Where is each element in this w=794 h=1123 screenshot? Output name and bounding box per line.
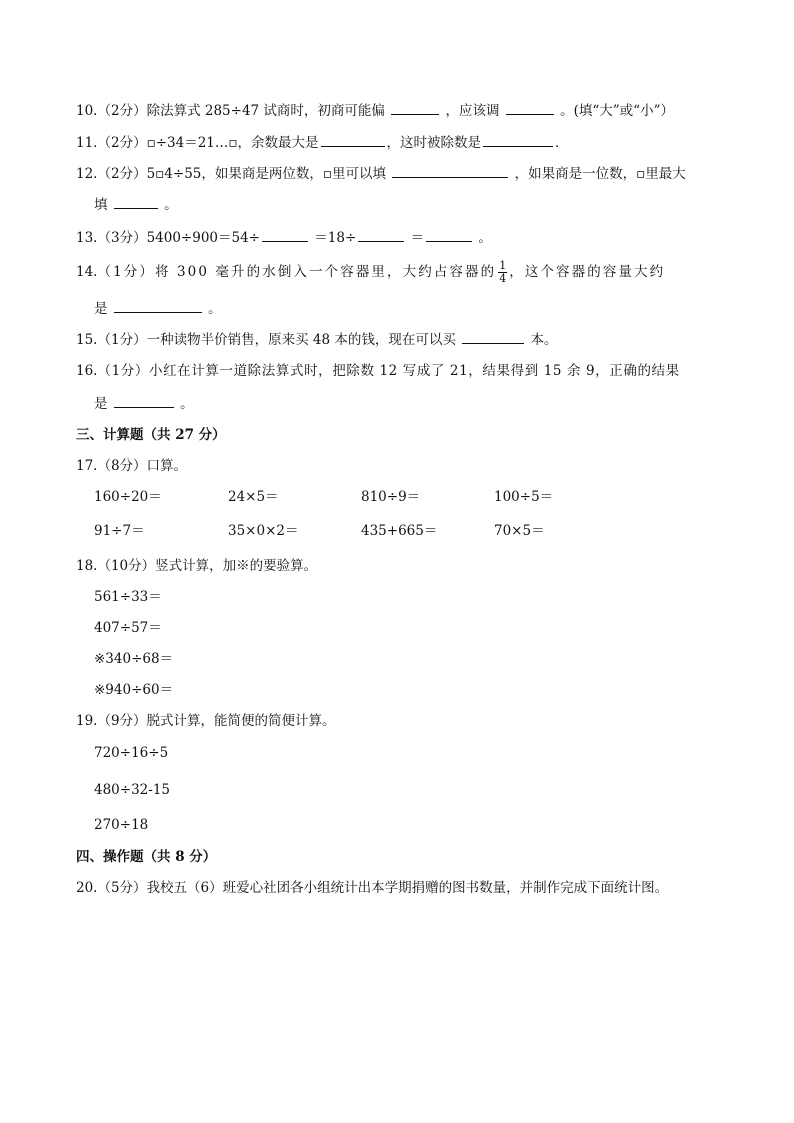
question-text: ，这时被除数是 [386, 135, 482, 151]
answer-blank[interactable] [114, 393, 174, 408]
fraction-numerator: 1 [499, 259, 507, 272]
oral-calc-item: 35×0×2＝ [228, 523, 299, 539]
answer-blank[interactable] [321, 132, 385, 147]
oral-calc-item: 810÷9＝ [361, 489, 421, 505]
question-text: 填 [94, 197, 108, 213]
question-number: 11. [76, 135, 98, 151]
answer-blank[interactable] [426, 227, 472, 242]
question-text: （3分）5400÷900＝54÷ [97, 230, 260, 246]
answer-blank[interactable] [391, 100, 439, 115]
answer-blank[interactable] [506, 100, 554, 115]
question-text: ，应该调 [445, 103, 500, 119]
question-text: （2分）除法算式 285÷47 试商时，初商可能偏 [97, 103, 385, 119]
question-text: 本。 [530, 332, 558, 348]
question-12 [76, 163, 724, 184]
answer-blank[interactable] [262, 227, 308, 242]
question-number: 13. [76, 230, 98, 246]
question-10 [76, 100, 724, 121]
question-14 [76, 260, 724, 285]
question-text: （2分）5▫4÷55，如果商是两位数，▫里可以填 [97, 166, 387, 182]
stepwise-calc-item: 720÷16÷5 [94, 745, 169, 761]
fraction [498, 260, 507, 285]
question-text: 。 [208, 301, 222, 317]
oral-calc-item: 160÷20＝ [94, 489, 162, 505]
question-text: ＝18÷ [314, 230, 357, 246]
question-text: 。 [478, 230, 492, 246]
question-number: 14. [76, 264, 98, 280]
question-text: ，这个容器的容量大约 [509, 264, 666, 280]
question-text: 。(填“大”或“小”） [560, 103, 674, 119]
question-text: ，如果商是一位数，▫里最大 [514, 166, 686, 182]
answer-blank[interactable] [392, 163, 508, 178]
question-11 [76, 132, 724, 153]
question-13 [76, 227, 724, 248]
question-19-title: 19.（9分）脱式计算，能简便的简便计算。 [76, 713, 336, 729]
section-heading: 三、计算题（共 27 分） [76, 427, 226, 443]
question-16 [76, 361, 724, 381]
question-text: 。 [164, 197, 178, 213]
vertical-calc-item: 407÷57＝ [94, 620, 162, 636]
question-text: 是 [94, 301, 108, 317]
question-text: （2分）▫÷34＝21…▫，余数最大是 [97, 135, 319, 151]
answer-blank[interactable] [462, 329, 524, 344]
question-14-cont [94, 298, 724, 319]
answer-blank[interactable] [114, 194, 158, 209]
vertical-calc-item: 561÷33＝ [94, 589, 162, 605]
question-12-cont [94, 194, 724, 215]
question-number: 16. [76, 363, 98, 379]
question-18-title: 18.（10分）竖式计算，加※的要验算。 [76, 558, 318, 574]
fraction-denominator: 4 [499, 272, 507, 285]
question-17-title: 17.（8分）口算。 [76, 458, 188, 474]
oral-calc-item: 24×5＝ [228, 489, 279, 505]
answer-blank[interactable] [358, 227, 404, 242]
question-number: 10. [76, 103, 98, 119]
question-15 [76, 329, 724, 350]
vertical-calc-item: ※940÷60＝ [94, 682, 174, 698]
question-text: ． [555, 135, 569, 151]
oral-calc-item: 100÷5＝ [494, 489, 554, 505]
question-20-title: 20.（5分）我校五（6）班爱心社团各小组统计出本学期捐赠的图书数量，并制作完成下面统计图。 [76, 880, 669, 896]
question-text: （1分）一种读物半价销售，原来买 48 本的钱，现在可以买 [97, 332, 456, 348]
question-text: 。 [180, 396, 194, 412]
oral-calc-item: 70×5＝ [494, 523, 545, 539]
question-text: （1分）小红在计算一道除法算式时，把除数 12 写成了 21，结果得到 15 余 9，正确的结果 [97, 363, 680, 379]
stepwise-calc-item: 480÷32-15 [94, 782, 170, 798]
oral-calc-item: 91÷7＝ [94, 523, 145, 539]
oral-calc-item: 435+665＝ [361, 523, 438, 539]
answer-blank[interactable] [483, 132, 553, 147]
question-text: ＝ [410, 230, 425, 246]
question-text: 是 [94, 396, 108, 412]
section-heading: 四、操作题（共 8 分） [76, 849, 217, 865]
stepwise-calc-item: 270÷18 [94, 817, 149, 833]
answer-blank[interactable] [114, 298, 202, 313]
question-16-cont [94, 393, 724, 414]
question-number: 15. [76, 332, 98, 348]
question-text: （1分）将 300 毫升的水倒入一个容器里，大约占容器的 [97, 264, 497, 280]
vertical-calc-item: ※340÷68＝ [94, 651, 174, 667]
question-number: 12. [76, 166, 98, 182]
